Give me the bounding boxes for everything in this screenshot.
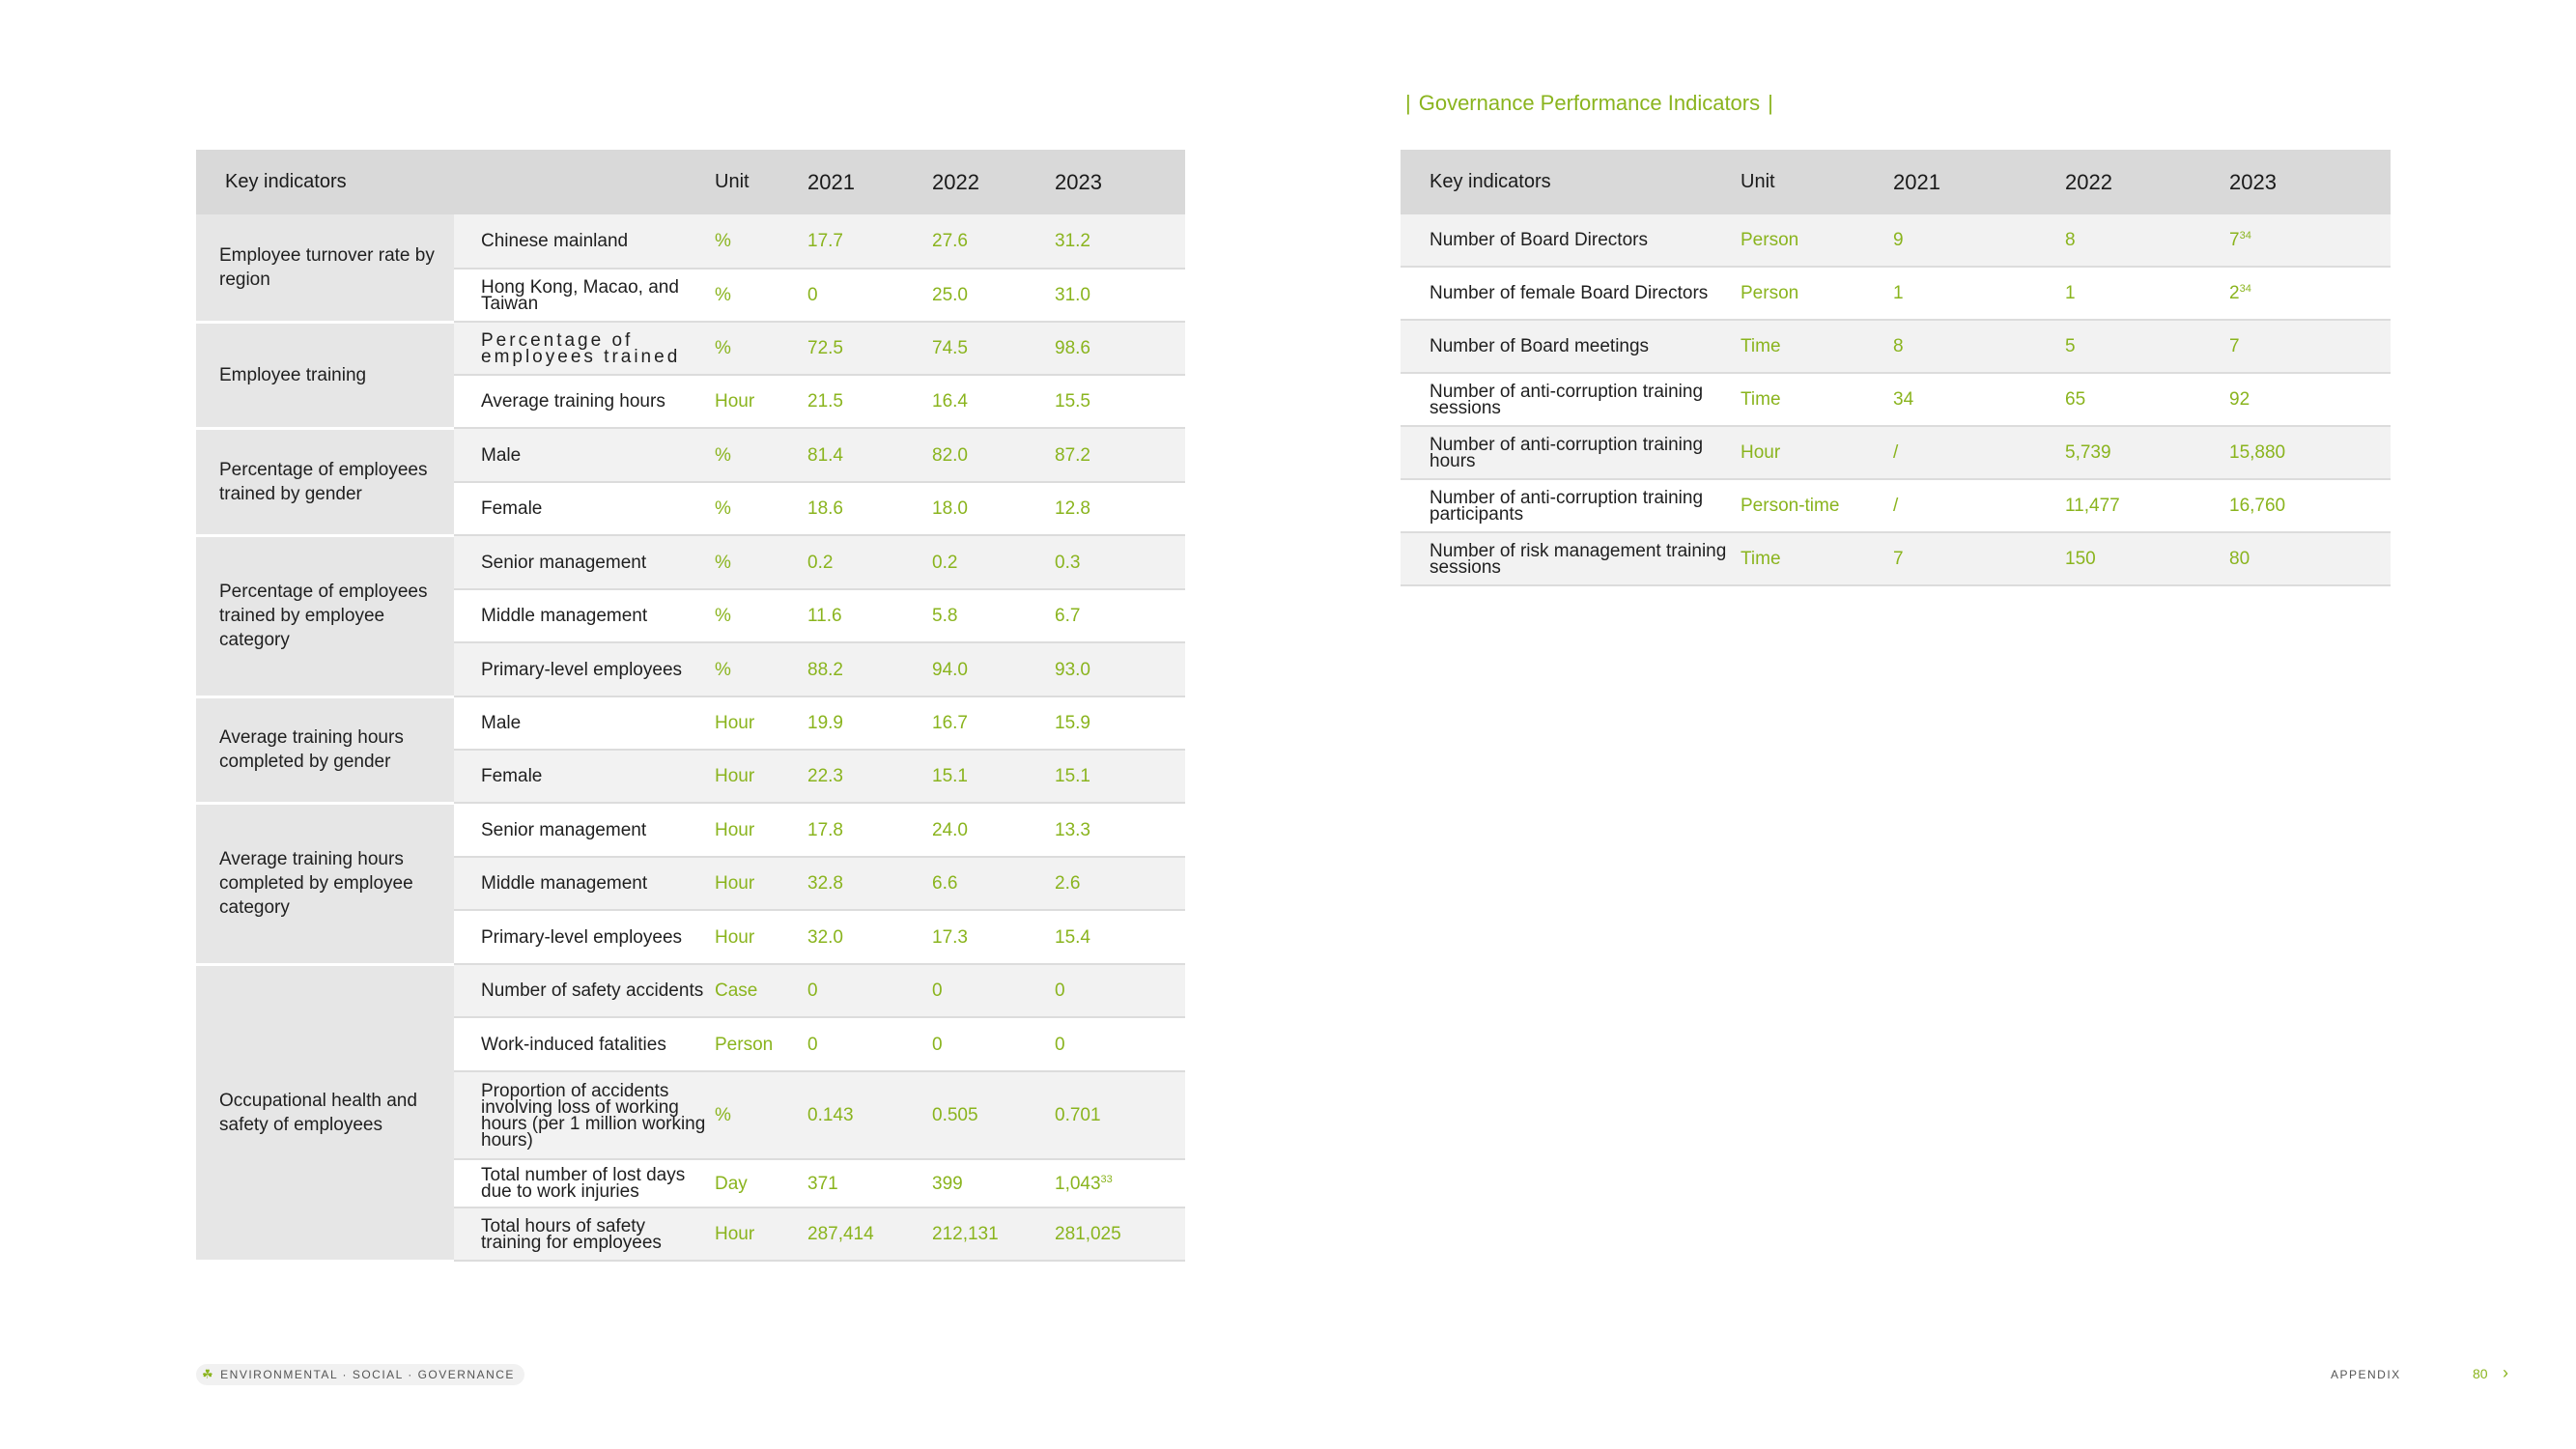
value-2022: 0 bbox=[932, 964, 1055, 1017]
footer-esg-label: ENVIRONMENTAL · SOCIAL · GOVERNANCE bbox=[220, 1368, 515, 1381]
footnote-marker: 34 bbox=[2239, 230, 2251, 242]
value-2022: 94.0 bbox=[932, 642, 1055, 696]
value-2021: 81.4 bbox=[807, 428, 932, 482]
value-2022: 0 bbox=[932, 1017, 1055, 1071]
table-row bbox=[196, 428, 1185, 482]
header-key-indicators: Key indicators bbox=[196, 150, 715, 214]
footer-esg-badge[interactable] bbox=[196, 1364, 524, 1385]
value-2022: 74.5 bbox=[932, 322, 1055, 375]
value-2022: 212,131 bbox=[932, 1208, 1055, 1261]
indicator-name: Number of risk management training sessions bbox=[1401, 532, 1741, 585]
table-row bbox=[1401, 320, 2391, 373]
value-2023: 98.6 bbox=[1055, 322, 1185, 375]
unit-cell: % bbox=[715, 535, 807, 589]
header-key-indicators: Key indicators bbox=[1401, 150, 1741, 214]
sub-indicator: Total hours of safety training for employees bbox=[454, 1208, 715, 1261]
value-2023: 7 bbox=[2229, 320, 2391, 373]
value-2023: 31.2 bbox=[1055, 214, 1185, 269]
indicator-name: Number of Board Directors bbox=[1401, 214, 1741, 267]
value-2023: 0 bbox=[1055, 1017, 1185, 1071]
value-2022: 399 bbox=[932, 1159, 1055, 1208]
title-bar-right: | bbox=[1768, 91, 1773, 115]
category-cell: Average training hours completed by employee category bbox=[196, 803, 454, 964]
unit-cell: Hour bbox=[715, 375, 807, 428]
section-title bbox=[1398, 91, 1781, 116]
value-2023 bbox=[2229, 267, 2391, 320]
value-2021: 21.5 bbox=[807, 375, 932, 428]
table-row bbox=[1401, 532, 2391, 585]
header-unit: Unit bbox=[715, 150, 807, 214]
header-2023: 2023 bbox=[1055, 150, 1185, 214]
category-cell: Percentage of employees trained by gender bbox=[196, 428, 454, 535]
unit-cell: Time bbox=[1741, 320, 1893, 373]
value-2023 bbox=[2229, 214, 2391, 267]
value-2021: 7 bbox=[1893, 532, 2065, 585]
table-header-row bbox=[1401, 150, 2391, 214]
sub-indicator: Work-induced fatalities bbox=[454, 1017, 715, 1071]
value-2022: 16.7 bbox=[932, 696, 1055, 750]
value-2023: 12.8 bbox=[1055, 482, 1185, 535]
sub-indicator: Male bbox=[454, 428, 715, 482]
unit-cell: Day bbox=[715, 1159, 807, 1208]
sub-indicator: Male bbox=[454, 696, 715, 750]
table-row bbox=[196, 322, 1185, 375]
value-2023: 0 bbox=[1055, 964, 1185, 1017]
value-2023: 80 bbox=[2229, 532, 2391, 585]
value-2021: 18.6 bbox=[807, 482, 932, 535]
value-2023: 15.4 bbox=[1055, 910, 1185, 964]
unit-cell: % bbox=[715, 322, 807, 375]
table-row bbox=[196, 535, 1185, 589]
value-2021: / bbox=[1893, 426, 2065, 479]
sub-indicator: Middle management bbox=[454, 857, 715, 910]
value-2022: 11,477 bbox=[2065, 479, 2229, 532]
value-2023: 15.9 bbox=[1055, 696, 1185, 750]
unit-cell: % bbox=[715, 482, 807, 535]
table-row bbox=[1401, 479, 2391, 532]
sub-indicator: Chinese mainland bbox=[454, 214, 715, 269]
value-2021: 1 bbox=[1893, 267, 2065, 320]
table-row bbox=[1401, 426, 2391, 479]
value-2022: 27.6 bbox=[932, 214, 1055, 269]
unit-cell: % bbox=[715, 589, 807, 642]
unit-cell: % bbox=[715, 642, 807, 696]
value-text: 1,043 bbox=[1055, 1173, 1101, 1194]
header-2022: 2022 bbox=[932, 150, 1055, 214]
value-2022: 8 bbox=[2065, 214, 2229, 267]
indicator-name: Number of anti-corruption training sessions bbox=[1401, 373, 1741, 426]
value-2021: 17.8 bbox=[807, 803, 932, 857]
value-text: 2 bbox=[2229, 283, 2240, 303]
value-2023: 15,880 bbox=[2229, 426, 2391, 479]
value-2021: 0.2 bbox=[807, 535, 932, 589]
header-2023: 2023 bbox=[2229, 150, 2391, 214]
value-2022: 15.1 bbox=[932, 750, 1055, 803]
governance-indicators-table bbox=[1401, 150, 2391, 586]
unit-cell: Hour bbox=[715, 750, 807, 803]
indicator-name: Number of Board meetings bbox=[1401, 320, 1741, 373]
sub-indicator: Hong Kong, Macao, and Taiwan bbox=[454, 269, 715, 322]
table-row bbox=[1401, 214, 2391, 267]
unit-cell: Person bbox=[1741, 267, 1893, 320]
sub-indicator: Senior management bbox=[454, 535, 715, 589]
value-2021: 287,414 bbox=[807, 1208, 932, 1261]
value-2023: 31.0 bbox=[1055, 269, 1185, 322]
unit-cell: Person bbox=[715, 1017, 807, 1071]
indicator-name: Number of female Board Directors bbox=[1401, 267, 1741, 320]
footnote-marker: 33 bbox=[1100, 1173, 1113, 1185]
value-2022: 65 bbox=[2065, 373, 2229, 426]
value-2021: 88.2 bbox=[807, 642, 932, 696]
sub-indicator: Number of safety accidents bbox=[454, 964, 715, 1017]
value-2022: 0.505 bbox=[932, 1071, 1055, 1159]
value-2023: 0.3 bbox=[1055, 535, 1185, 589]
value-2022: 5.8 bbox=[932, 589, 1055, 642]
header-2021: 2021 bbox=[807, 150, 932, 214]
table-row bbox=[1401, 267, 2391, 320]
value-2023: 6.7 bbox=[1055, 589, 1185, 642]
value-2022: 1 bbox=[2065, 267, 2229, 320]
value-2022: 82.0 bbox=[932, 428, 1055, 482]
unit-cell: Hour bbox=[715, 910, 807, 964]
category-cell: Average training hours completed by gender bbox=[196, 696, 454, 803]
category-cell: Percentage of employees trained by employee category bbox=[196, 535, 454, 696]
value-2021: 0 bbox=[807, 269, 932, 322]
table-header-row bbox=[196, 150, 1185, 214]
footer-section-label[interactable]: APPENDIX bbox=[2331, 1368, 2401, 1381]
value-2023: 92 bbox=[2229, 373, 2391, 426]
footnote-marker: 34 bbox=[2239, 283, 2251, 295]
unit-cell: Hour bbox=[1741, 426, 1893, 479]
sub-indicator: Average training hours bbox=[454, 375, 715, 428]
unit-cell: Hour bbox=[715, 1208, 807, 1261]
value-2023: 15.5 bbox=[1055, 375, 1185, 428]
value-2021: 32.8 bbox=[807, 857, 932, 910]
value-2023: 15.1 bbox=[1055, 750, 1185, 803]
sub-indicator: Primary-level employees bbox=[454, 642, 715, 696]
table-row bbox=[196, 214, 1185, 269]
value-2023: 2.6 bbox=[1055, 857, 1185, 910]
value-2022: 25.0 bbox=[932, 269, 1055, 322]
social-indicators-table bbox=[196, 150, 1185, 1263]
section-title-text: Governance Performance Indicators bbox=[1418, 91, 1761, 115]
value-2021: 371 bbox=[807, 1159, 932, 1208]
unit-cell: Time bbox=[1741, 373, 1893, 426]
value-2021: 0 bbox=[807, 1017, 932, 1071]
unit-cell: % bbox=[715, 1071, 807, 1159]
table-row bbox=[196, 696, 1185, 750]
value-2022: 0.2 bbox=[932, 535, 1055, 589]
value-2021: 0 bbox=[807, 964, 932, 1017]
value-2022: 5,739 bbox=[2065, 426, 2229, 479]
value-2023: 0.701 bbox=[1055, 1071, 1185, 1159]
value-2022: 6.6 bbox=[932, 857, 1055, 910]
value-2021: 17.7 bbox=[807, 214, 932, 269]
unit-cell: Time bbox=[1741, 532, 1893, 585]
chevron-right-icon[interactable]: › bbox=[2503, 1363, 2508, 1382]
value-2021: 9 bbox=[1893, 214, 2065, 267]
unit-cell: Person-time bbox=[1741, 479, 1893, 532]
indicator-name: Number of anti-corruption training hours bbox=[1401, 426, 1741, 479]
title-bar-left: | bbox=[1405, 91, 1411, 115]
unit-cell: Hour bbox=[715, 857, 807, 910]
sub-indicator: Proportion of accidents involving loss of working hours (per 1 million working hours) bbox=[454, 1071, 715, 1159]
sub-indicator: Senior management bbox=[454, 803, 715, 857]
page-number: 80 bbox=[2473, 1366, 2488, 1381]
value-2023 bbox=[1055, 1159, 1185, 1208]
value-text: 7 bbox=[2229, 230, 2240, 250]
value-2021: 22.3 bbox=[807, 750, 932, 803]
leaf-icon: ☘ bbox=[202, 1367, 215, 1381]
value-2022: 24.0 bbox=[932, 803, 1055, 857]
category-cell: Employee turnover rate by region bbox=[196, 214, 454, 322]
unit-cell: Hour bbox=[715, 696, 807, 750]
value-2022: 17.3 bbox=[932, 910, 1055, 964]
sub-indicator: Middle management bbox=[454, 589, 715, 642]
value-2022: 150 bbox=[2065, 532, 2229, 585]
value-2021: 8 bbox=[1893, 320, 2065, 373]
header-2022: 2022 bbox=[2065, 150, 2229, 214]
value-2022: 16.4 bbox=[932, 375, 1055, 428]
unit-cell: Hour bbox=[715, 803, 807, 857]
category-cell: Employee training bbox=[196, 322, 454, 428]
value-2021: 19.9 bbox=[807, 696, 932, 750]
sub-indicator: Primary-level employees bbox=[454, 910, 715, 964]
value-2023: 13.3 bbox=[1055, 803, 1185, 857]
header-unit: Unit bbox=[1741, 150, 1893, 214]
unit-cell: % bbox=[715, 269, 807, 322]
value-2023: 281,025 bbox=[1055, 1208, 1185, 1261]
value-2023: 93.0 bbox=[1055, 642, 1185, 696]
value-2022: 5 bbox=[2065, 320, 2229, 373]
sub-indicator: Female bbox=[454, 750, 715, 803]
unit-cell: Case bbox=[715, 964, 807, 1017]
value-2021: 11.6 bbox=[807, 589, 932, 642]
unit-cell: % bbox=[715, 428, 807, 482]
value-2021: 34 bbox=[1893, 373, 2065, 426]
value-2023: 87.2 bbox=[1055, 428, 1185, 482]
unit-cell: Person bbox=[1741, 214, 1893, 267]
header-2021: 2021 bbox=[1893, 150, 2065, 214]
sub-indicator: Total number of lost days due to work injuries bbox=[454, 1159, 715, 1208]
value-2023: 16,760 bbox=[2229, 479, 2391, 532]
value-2022: 18.0 bbox=[932, 482, 1055, 535]
sub-indicator: Female bbox=[454, 482, 715, 535]
indicator-name: Number of anti-corruption training participants bbox=[1401, 479, 1741, 532]
value-2021: 32.0 bbox=[807, 910, 932, 964]
unit-cell: % bbox=[715, 214, 807, 269]
value-2021: 72.5 bbox=[807, 322, 932, 375]
value-2021: / bbox=[1893, 479, 2065, 532]
category-cell: Occupational health and safety of employees bbox=[196, 964, 454, 1261]
table-row bbox=[1401, 373, 2391, 426]
sub-indicator: Percentage of employees trained bbox=[454, 322, 715, 375]
value-2021: 0.143 bbox=[807, 1071, 932, 1159]
table-row bbox=[196, 964, 1185, 1017]
table-row bbox=[196, 803, 1185, 857]
